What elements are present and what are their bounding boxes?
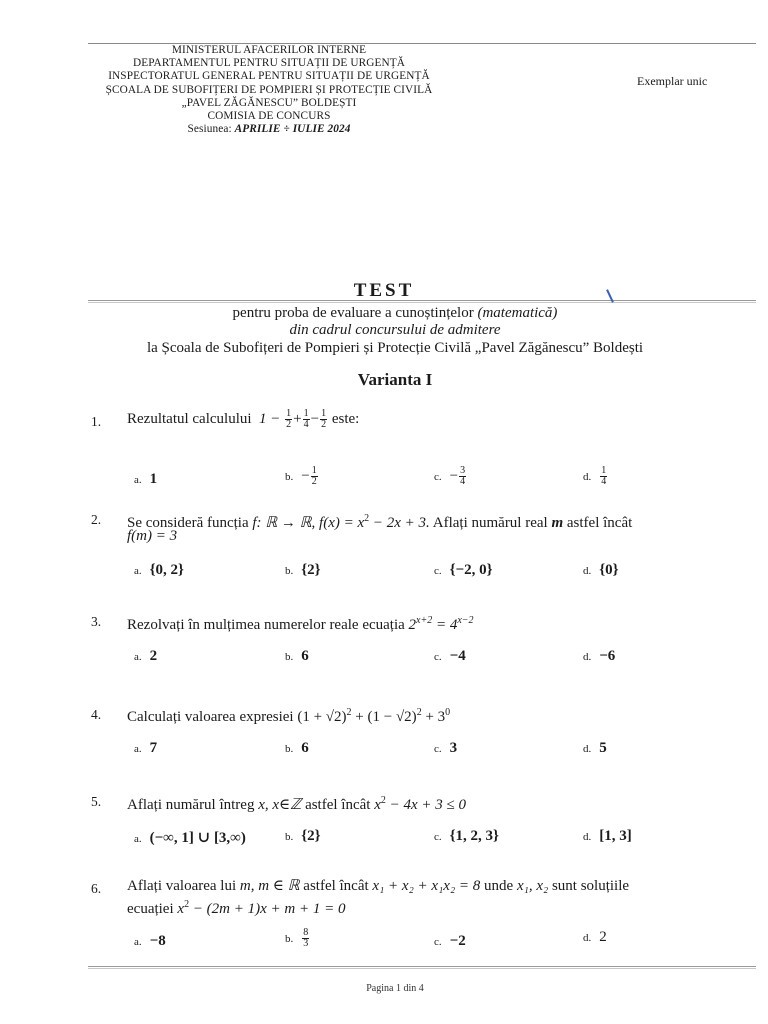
question-number: 5. [91, 794, 102, 809]
answer-option[interactable]: a. {0, 2} [134, 562, 184, 578]
session-line [88, 123, 450, 136]
question-2-text: Se consideră funcția f: ℝ → ℝ, $f(x) = x^2 - 2x + 3$. Aflați numărul real m astfel încât [127, 513, 633, 531]
subtitle-italic: din cadrul concursului de admitere [289, 322, 501, 338]
answer-option[interactable]: c. {1, 2, 3} [434, 828, 499, 844]
answer-option[interactable]: d. {0} [583, 562, 619, 578]
test-title: TEST [353, 280, 415, 301]
answer-option[interactable]: c. − $\frac{3}{4}$ [434, 465, 466, 487]
header-line: ȘCOALA DE SUBOFIȚERI DE POMPIERI ȘI PROTECȚIE CIVILĂ [105, 83, 433, 96]
fraction: $\frac{1}{2}$ [321, 408, 327, 430]
header-line: COMISIA DE CONCURS [207, 110, 331, 123]
answer-option[interactable]: d. $\frac{1}{4}$ [583, 465, 607, 487]
answer-option[interactable]: d. [1, 3] [583, 828, 632, 844]
answer-option[interactable]: d. −6 [583, 648, 616, 664]
question-6-text: Aflați valoarea lui m, m ∈ ℝ astfel încât x₁ + x₂ + x₁x₂ = 8 unde x₁, x₂ sunt soluțiile [127, 878, 630, 894]
answer-option[interactable]: b. 6 [285, 740, 309, 756]
session-label: Sesiunea: [187, 123, 232, 136]
page-number: Pagina 1 din 4 [366, 983, 424, 994]
question-number: 6. [91, 881, 102, 896]
title-rule [88, 300, 756, 301]
question-number: 3. [91, 614, 102, 629]
answer-option[interactable]: a. −8 [134, 933, 166, 949]
answer-option[interactable]: b. $\frac{8}{3}$ [285, 927, 309, 949]
exemplar-label: Exemplar unic [637, 74, 708, 88]
question-text: Rezultatul calculului [127, 410, 252, 427]
answer-option[interactable]: a. 1 [134, 471, 158, 487]
header-line: DEPARTAMENTUL PENTRU SITUAȚII DE URGENȚĂ [132, 57, 406, 70]
footer-rule [88, 966, 756, 967]
answer-option[interactable]: b. − $\frac{1}{2}$ [285, 465, 317, 487]
answer-option[interactable]: c. 3 [434, 740, 458, 756]
fraction: $\frac{1}{4}$ [601, 465, 607, 487]
question-number: 2. [91, 512, 102, 527]
answer-option[interactable]: a. (−∞, 1] ∪ [3,∞) [134, 830, 246, 846]
header-line: „PAVEL ZĂGĂNESCU” BOLDEȘTI [181, 96, 357, 109]
math-op: − [310, 410, 320, 427]
question-5-text: Aflați numărul întreg x, x∈ℤ astfel încât $x^2 - 4x + 3 \le 0$ [127, 795, 467, 813]
math-term: 1 − [259, 410, 281, 427]
fraction: $\frac{8}{3}$ [303, 927, 309, 949]
answer-option[interactable]: c. {−2, 0} [434, 562, 493, 578]
question-text: este: [331, 410, 360, 427]
variant-title: Varianta I [357, 370, 433, 389]
answer-option[interactable]: a. 2 [134, 648, 158, 664]
fraction: $\frac{3}{4}$ [460, 465, 466, 487]
session-value: APRILIE ÷ IULIE 2024 [234, 123, 351, 136]
subtitle-line-2 [0, 322, 768, 339]
header-line: MINISTERUL AFACERILOR INTERNE [171, 44, 367, 56]
institution-header [88, 44, 450, 136]
fraction: $\frac{1}{2}$ [311, 465, 317, 487]
answer-option[interactable]: c. −4 [434, 648, 466, 664]
header-line: INSPECTORATUL GENERAL PENTRU SITUAȚII DE URGENȚĂ [108, 70, 430, 83]
fraction: $\frac{1}{2}$ [286, 408, 292, 430]
answer-option[interactable]: d. 2 [583, 929, 607, 945]
question-number: 1. [91, 414, 102, 429]
subtitle-line-3: la Școala de Subofițeri de Pompieri și Protecție Civilă „Pavel Zăgănescu” Boldești [146, 340, 644, 356]
question-4-text: Calculați valoarea expresiei $(1 + √2)^2 + (1 - √2)^2 + 3^0$ [127, 707, 451, 725]
answer-option[interactable]: d. 5 [583, 740, 607, 756]
math-op: + [293, 410, 302, 427]
answer-option[interactable]: b. {2} [285, 562, 321, 578]
subtitle-subject: (matematică) [477, 305, 558, 321]
answer-option[interactable]: b. {2} [285, 828, 321, 844]
subtitle-line-1 [0, 305, 768, 322]
question-2-text-line2: f(m) = 3 [127, 528, 178, 544]
answer-option[interactable]: c. −2 [434, 933, 466, 949]
subtitle-text: pentru proba de evaluare a cunoștințelor [232, 305, 474, 321]
answer-option[interactable]: a. 7 [134, 740, 158, 756]
answer-option[interactable]: b. 6 [285, 648, 309, 664]
question-number: 4. [91, 707, 102, 722]
question-3-text: Rezolvați în mulțimea numerelor reale ecuația $2^{x+2} = 4^{x-2}$ [127, 615, 474, 633]
question-6-text-line2: ecuației $x^2 - (2m + 1)x + m + 1 = 0$ [127, 899, 346, 917]
fraction: $\frac{1}{4}$ [303, 408, 309, 430]
question-1-text [127, 409, 359, 430]
